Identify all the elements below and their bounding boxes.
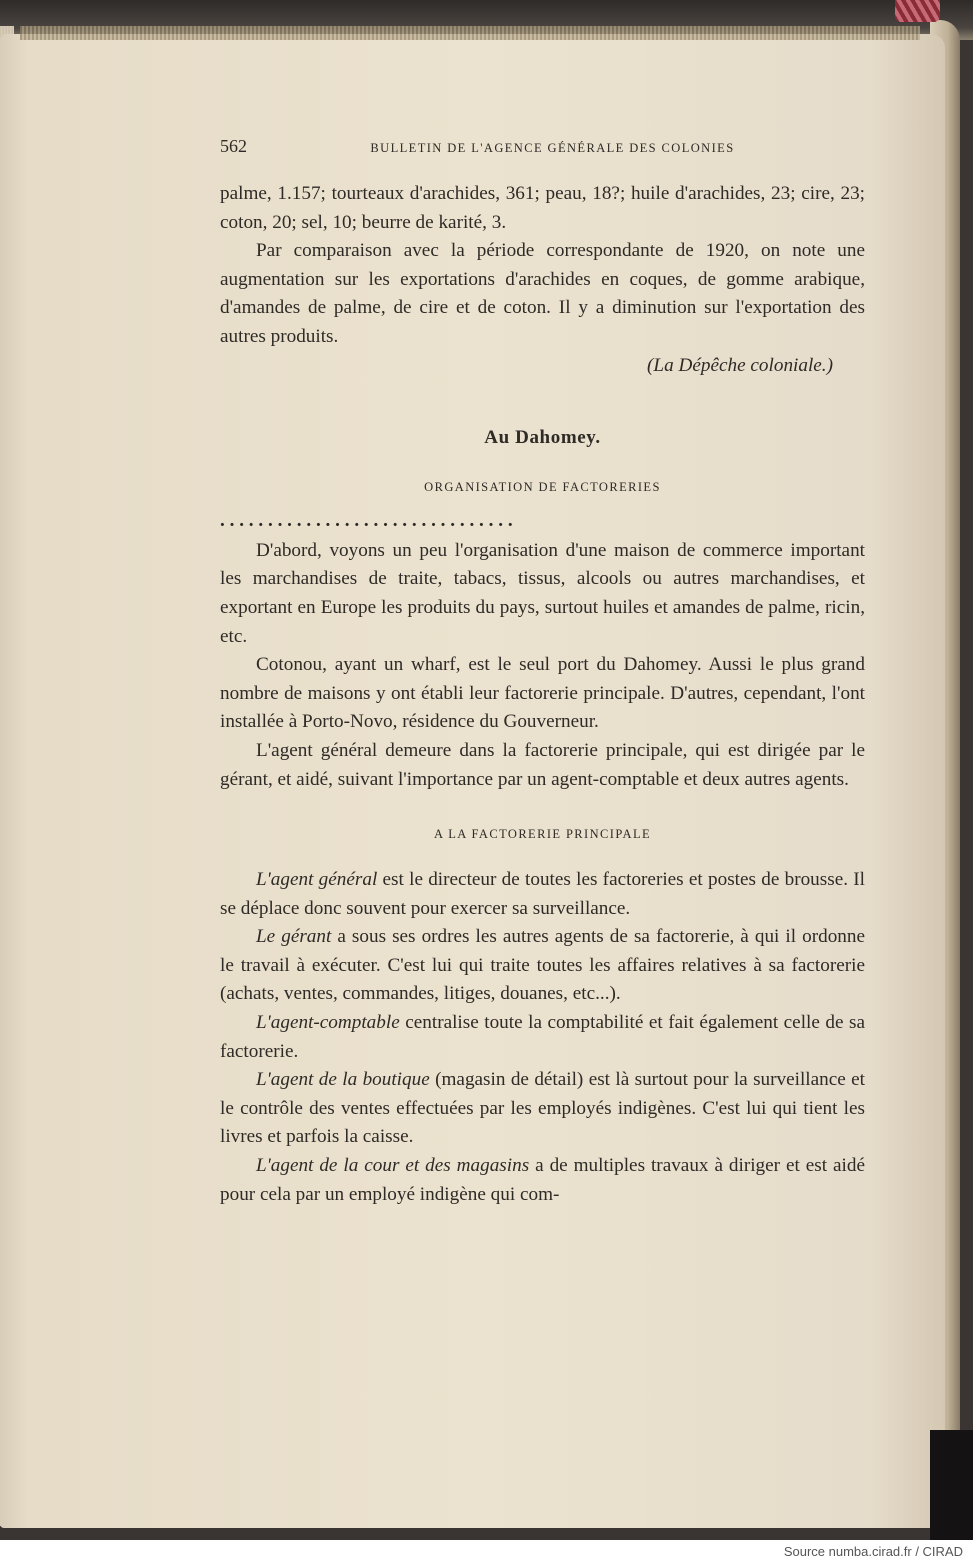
role-text: a sous ses ordres les autres agents de sa factorerie, à qui il ordonne le travail à exécuter. C'est lui qui traite toutes les affaires relatives à sa factorerie (achats, ventes, commandes, litiges, douanes, etc...). [220, 926, 865, 1005]
role-term: L'agent-comptable [256, 1012, 400, 1034]
bookmark-ribbon [895, 0, 940, 22]
role-text: centralise toute la comptabilité et fait également celle de sa factorerie. [220, 1012, 865, 1062]
running-head-title: BULLETIN DE L'AGENCE GÉNÉRALE DES COLONIES [370, 141, 735, 155]
role-term: Le gérant [256, 926, 332, 948]
role-text: a de multiples travaux à diriger et est aidé pour cela par un employé indigène qui com- [220, 1155, 865, 1205]
intro-paragraph-1: palme, 1.157; tourteaux d'arachides, 361; peau, 18?; huile d'arachides, 23; cire, 23; coton, 20; sel, 10; beurre de karité, 3. [220, 183, 865, 233]
ellipsis-line: . . . . . . . . . . . . . . . . . . . . . . . . . . . . . . . [220, 509, 513, 531]
black-tab [930, 1430, 973, 1540]
role-paragraph [220, 1152, 865, 1209]
source-citation: (La Dépêche coloniale.) [647, 354, 833, 376]
role-paragraph [220, 1066, 865, 1152]
section-subtitle: A LA FACTORERIE PRINCIPALE [433, 827, 652, 842]
page-content [220, 132, 865, 1209]
role-paragraph [220, 866, 865, 923]
page-number: 562 [220, 136, 247, 156]
article-paragraph-2: Cotonou, ayant un wharf, est le seul port du Dahomey. Aussi le plus grand nombre de maisons y ont établi leur factorerie principale. D'autres, cependant, l'ont installée à Porto-Novo, résidence du Gouverneur. [220, 654, 865, 733]
intro-paragraph-2: Par comparaison avec la période correspondante de 1920, on note une augmentation sur les exportations d'arachides en coques, de gomme arabique, d'amandes de palme, de cire et de coton. Il y a diminution sur l'exportation des autres produits. [220, 240, 865, 347]
article-subtitle: ORGANISATION DE FACTORERIES [424, 479, 661, 494]
gilt-edge [20, 26, 920, 40]
role-text: est le directeur de toutes les factoreries et postes de brousse. Il se déplace donc souvent pour exercer sa surveillance. [220, 869, 865, 919]
role-term: L'agent de la boutique [256, 1069, 430, 1091]
role-term: L'agent de la cour et des magasins [256, 1155, 530, 1177]
role-text: (magasin de détail) est là surtout pour la surveillance et le contrôle des ventes effectuées par les employés indigènes. C'est lui qui tient les livres et parfois la caisse. [220, 1069, 865, 1148]
role-paragraph [220, 1009, 865, 1066]
article-title: Au Dahomey. [484, 427, 601, 449]
role-paragraph [220, 923, 865, 1009]
article-paragraph-1: D'abord, voyons un peu l'organisation d'une maison de commerce important les marchandises de traite, tabacs, tissus, alcools ou autres marchandises, et exportant en Europe les produits du pays, surtout huiles et amandes de palme, ricin, etc. [220, 539, 865, 647]
running-head [220, 132, 865, 160]
role-term: L'agent général [256, 869, 378, 891]
source-credit: Source numba.cirad.fr / CIRAD [783, 1544, 963, 1559]
article-paragraph-3: L'agent général demeure dans la factorerie principale, qui est dirigée par le gérant, et aidé, suivant l'importance par un agent-comptable et deux autres agents. [220, 739, 865, 790]
